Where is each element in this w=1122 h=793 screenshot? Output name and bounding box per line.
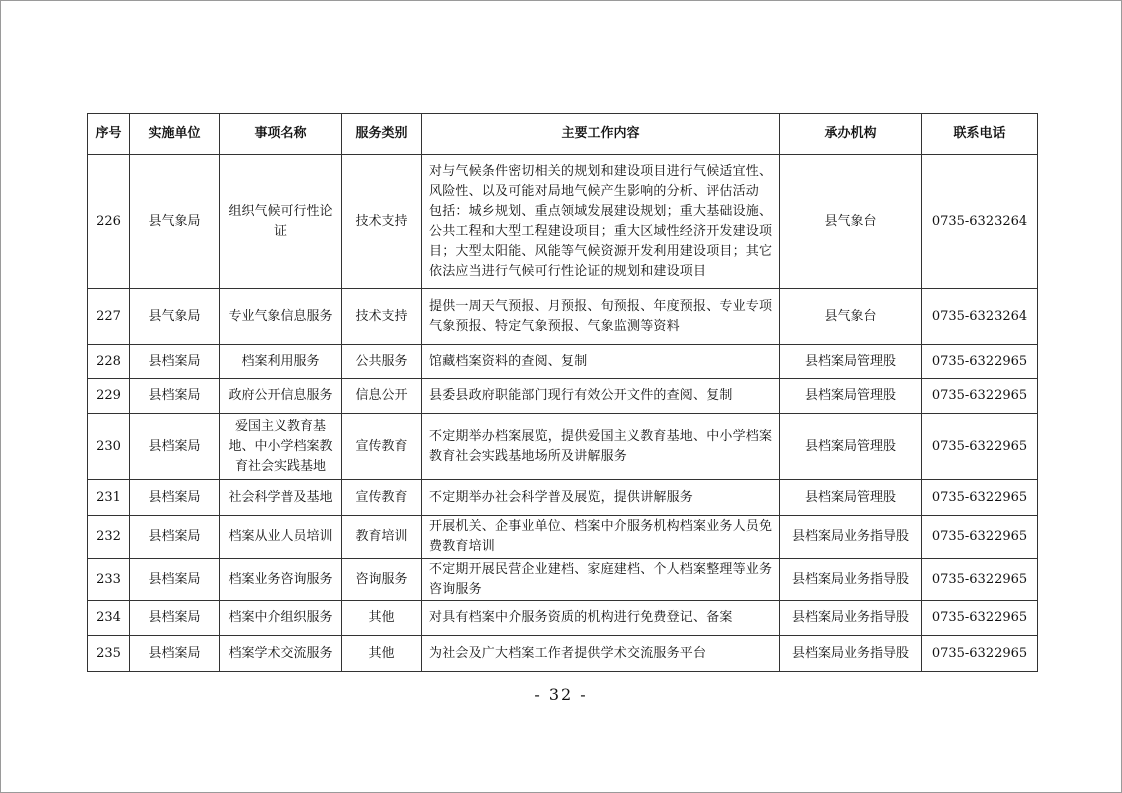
row-phone: 0735-6322965 <box>922 414 1038 480</box>
row-category: 咨询服务 <box>342 559 422 601</box>
row-item-name: 组织气候可行性论证 <box>220 155 342 289</box>
row-phone: 0735-6322965 <box>922 379 1038 414</box>
row-phone: 0735-6322965 <box>922 559 1038 601</box>
row-no: 226 <box>88 155 130 289</box>
row-unit: 县档案局 <box>130 480 220 516</box>
row-phone: 0735-6322965 <box>922 516 1038 559</box>
row-item-name: 档案从业人员培训 <box>220 516 342 559</box>
header-category: 服务类别 <box>342 114 422 155</box>
table-row <box>88 345 1038 379</box>
row-no: 229 <box>88 379 130 414</box>
row-unit: 县档案局 <box>130 601 220 636</box>
row-category: 技术支持 <box>342 155 422 289</box>
row-category: 其他 <box>342 636 422 672</box>
row-unit: 县档案局 <box>130 414 220 480</box>
row-content: 馆藏档案资料的查阅、复制 <box>422 345 780 379</box>
row-phone: 0735-6323264 <box>922 289 1038 345</box>
row-agency: 县档案局业务指导股 <box>780 516 922 559</box>
table-row <box>88 379 1038 414</box>
row-unit: 县档案局 <box>130 345 220 379</box>
row-unit: 县档案局 <box>130 516 220 559</box>
row-no: 232 <box>88 516 130 559</box>
row-agency: 县气象台 <box>780 155 922 289</box>
row-no: 234 <box>88 601 130 636</box>
row-content: 不定期开展民营企业建档、家庭建档、个人档案整理等业务咨询服务 <box>422 559 780 601</box>
row-item-name: 专业气象信息服务 <box>220 289 342 345</box>
row-category: 技术支持 <box>342 289 422 345</box>
table-row <box>88 559 1038 601</box>
table-row <box>88 601 1038 636</box>
row-content: 对与气候条件密切相关的规划和建设项目进行气候适宜性、风险性、以及可能对局地气候产生影响的分析、评估活动 包括：城乡规划、重点领域发展建设规划；重大基础设施、公共工程和大型工程建设项目；重大区域性经济开发建设项目；大型太阳能、风能等气候资源开发利用建设项目；其它依法应当进行气候可行性论证的规划和建设项目 <box>422 155 780 289</box>
row-content: 对具有档案中介服务资质的机构进行免费登记、备案 <box>422 601 780 636</box>
row-unit: 县档案局 <box>130 636 220 672</box>
row-category: 宣传教育 <box>342 480 422 516</box>
row-unit: 县档案局 <box>130 379 220 414</box>
table-row <box>88 414 1038 480</box>
table-row <box>88 516 1038 559</box>
row-unit: 县气象局 <box>130 289 220 345</box>
row-category: 公共服务 <box>342 345 422 379</box>
header-unit: 实施单位 <box>130 114 220 155</box>
row-item-name: 档案利用服务 <box>220 345 342 379</box>
row-item-name: 档案业务咨询服务 <box>220 559 342 601</box>
row-content: 提供一周天气预报、月预报、旬预报、年度预报、专业专项气象预报、特定气象预报、气象监测等资料 <box>422 289 780 345</box>
row-item-name: 社会科学普及基地 <box>220 480 342 516</box>
row-agency: 县档案局管理股 <box>780 414 922 480</box>
header-name: 事项名称 <box>220 114 342 155</box>
header-phone: 联系电话 <box>922 114 1038 155</box>
row-content: 不定期举办档案展览，提供爱国主义教育基地、中小学档案教育社会实践基地场所及讲解服务 <box>422 414 780 480</box>
row-agency: 县档案局业务指导股 <box>780 636 922 672</box>
row-agency: 县档案局业务指导股 <box>780 559 922 601</box>
row-no: 228 <box>88 345 130 379</box>
header-content: 主要工作内容 <box>422 114 780 155</box>
table-row <box>88 636 1038 672</box>
row-content: 开展机关、企事业单位、档案中介服务机构档案业务人员免费教育培训 <box>422 516 780 559</box>
page-number: - 32 - <box>534 685 588 704</box>
row-no: 233 <box>88 559 130 601</box>
row-unit: 县气象局 <box>130 155 220 289</box>
row-phone: 0735-6322965 <box>922 601 1038 636</box>
row-agency: 县档案局管理股 <box>780 379 922 414</box>
header-agency: 承办机构 <box>780 114 922 155</box>
service-table <box>87 113 1038 672</box>
row-phone: 0735-6323264 <box>922 155 1038 289</box>
table-row <box>88 155 1038 289</box>
row-item-name: 档案中介组织服务 <box>220 601 342 636</box>
row-content: 县委县政府职能部门现行有效公开文件的查阅、复制 <box>422 379 780 414</box>
table-header-row <box>88 114 1038 155</box>
row-phone: 0735-6322965 <box>922 345 1038 379</box>
row-agency: 县气象台 <box>780 289 922 345</box>
row-phone: 0735-6322965 <box>922 480 1038 516</box>
row-unit: 县档案局 <box>130 559 220 601</box>
row-phone: 0735-6322965 <box>922 636 1038 672</box>
row-content: 为社会及广大档案工作者提供学术交流服务平台 <box>422 636 780 672</box>
row-no: 227 <box>88 289 130 345</box>
row-item-name: 爱国主义教育基地、中小学档案教育社会实践基地 <box>220 414 342 480</box>
row-category: 信息公开 <box>342 379 422 414</box>
row-item-name: 档案学术交流服务 <box>220 636 342 672</box>
table-row <box>88 289 1038 345</box>
row-category: 宣传教育 <box>342 414 422 480</box>
row-no: 235 <box>88 636 130 672</box>
header-no: 序号 <box>88 114 130 155</box>
row-agency: 县档案局管理股 <box>780 345 922 379</box>
row-category: 其他 <box>342 601 422 636</box>
row-item-name: 政府公开信息服务 <box>220 379 342 414</box>
row-agency: 县档案局业务指导股 <box>780 601 922 636</box>
row-agency: 县档案局管理股 <box>780 480 922 516</box>
row-category: 教育培训 <box>342 516 422 559</box>
row-content: 不定期举办社会科学普及展览，提供讲解服务 <box>422 480 780 516</box>
table-row <box>88 480 1038 516</box>
row-no: 230 <box>88 414 130 480</box>
row-no: 231 <box>88 480 130 516</box>
